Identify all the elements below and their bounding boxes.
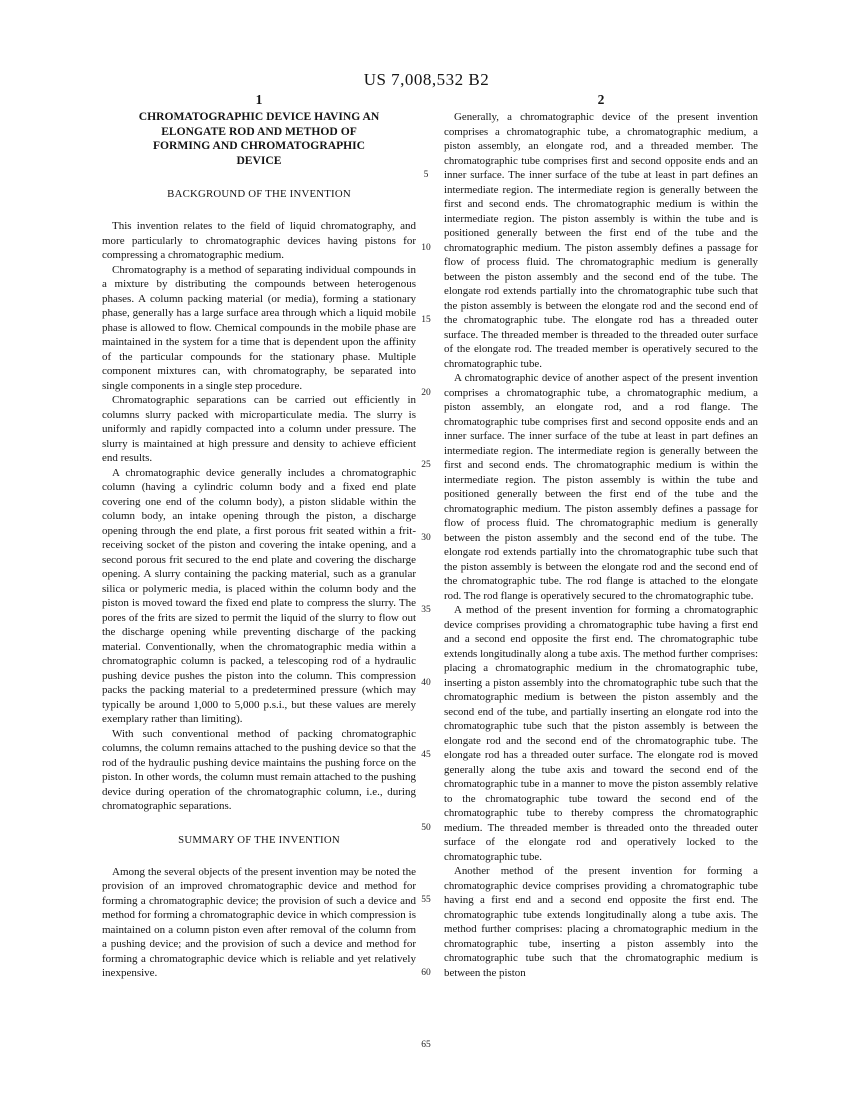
line-number: 25	[421, 460, 431, 470]
paragraph: Chromatographic separations can be carried out efficiently in columns slurry packed with microparticulate media. The slurry is uniformly and rapidly compacted into a column under pressure. The slurry is maintained at high pressure and density to achieve efficient end results.	[102, 394, 416, 465]
line-number: 55	[421, 895, 431, 905]
right-column-body	[444, 110, 758, 980]
patent-number-header: US 7,008,532 B2	[363, 70, 490, 89]
line-number: 50	[421, 822, 431, 833]
line-number: 20	[421, 387, 431, 398]
paragraph: A chromatographic device generally includes a chromatographic column (having a cylindric column body and a fixed end plate covering one end of the column body), a piston slidable within the column body, an intake opening through the piston, a discharge opening through the end plate, a first porous frit seated within a frit-receiving socket of the piston and covering the intake opening, and a second porous frit secured to the end plate and covering the discharge opening. A slurry containing the packing material, such as a granular silica or polymeric media, is placed within the column body and the piston is moved toward the fixed end plate to compress the slurry. The pores of the frits are sized to permit the liquid of the slurry to flow out the discharge opening while preventing discharge of the packing material. Conventionally, when the chromatographic media within a chromatographic column is packed, a telescoping rod of a hydraulic pushing device pushes the piston into the column. This compression packs the packing material to a predetermined pressure (which may typically be around 1,000 to 5,000 p.s.i., but these values are merely exemplary rather than limiting).	[102, 466, 416, 726]
paragraph: Among the several objects of the present invention may be noted the provision of an improved chromatographic device and method for forming a chromatographic device; the provision of such a device and method for forming a chromatographic device in which compression is maintained on a column piston even after removal of the column from a pushing device; and the provision of such a device and method for forming a chromatographic device which is reliable and yet relatively inexpensive.	[102, 865, 416, 980]
line-number: 5	[423, 170, 429, 180]
line-number: 30	[421, 532, 431, 543]
line-number: 35	[421, 605, 431, 615]
column-number-right: 2	[597, 92, 605, 107]
section-heading: SUMMARY OF THE INVENTION	[178, 833, 340, 846]
paragraph: A method of the present invention for forming a chromatographic device comprises providing a chromatographic tube having a first end and a second end opposite the first end. The chromatographic tube extends longitudinally along a tube axis. The method further comprises: placing a chromatographic medium in the chromatographic tube, inserting a piston assembly into the chromatographic tube such that the chromatographic medium is between the piston assembly and the second end of the tube, and partially inserting an elongate rod into the chromatographic tube such that the piston assembly is between the elongate rod and the second end of the chromatographic tube. The elongate rod has a threaded outer surface. The elongate rod is moved generally along the tube axis and toward the second end of the chromatographic tube in a manner to move the piston assembly relative to the chromatographic tube toward the second end of the chromatographic tube to thereby compress the chromatographic medium. The threaded member is threaded onto the threaded outer surface of the elongate rod and operatively locked to the chromatographic tube.	[444, 604, 758, 863]
title-line: FORMING AND CHROMATOGRAPHIC	[152, 139, 366, 153]
paragraph: A chromatographic device of another aspect of the present invention comprises a chromatographic tube, a chromatographic medium, a piston assembly, an elongate rod, and a rod flange. The chromatographic tube comprises first and second opposite ends and an inner surface. The inner surface of the tube at least in part defines an intermediate region. The intermediate region is generally between the first and second ends. The chromatographic medium is within the intermediate region. The piston assembly is within the tube and positioned generally between the first end of the tube and the chromatographic medium. The piston assembly defines a passage for flow of process fluid. The chromatographic medium is generally between the piston assembly and the second end of the tube. The elongate rod extends partially into the chromatographic tube such that the piston assembly is between the elongate rod and the second end of the chromatographic tube. The rod flange is attached to the elongate rod. The rod flange is operatively secured to the chromatographic tube.	[444, 372, 758, 602]
line-number: 10	[421, 242, 431, 253]
left-column	[102, 92, 416, 981]
line-number: 40	[421, 677, 431, 688]
paragraph: Another method of the present invention for forming a chromatographic device comprises providing a chromatographic tube having a first end and a second end opposite the first end. The chromatographic tube extends longitudinally along a tube axis. The method further comprises: placing a chromatographic medium in the chromatographic tube, inserting a piston assembly into the chromatographic tube such that the chromatographic medium is between the piston	[444, 865, 758, 979]
paragraph: Chromatography is a method of separating individual compounds in a mixture by distributing the compounds between heterogenous phases. A column packing material (or media), forming a stationary phase, generally has a large surface area through which a liquid mobile phase is allowed to flow. Chemical compounds in the mobile phase are maintained in the system for a time that is dependent upon the affinity of the particular compounds for the stationary phase. Multiple component mixtures can, with chromatography, be separated into single components in a single step procedure.	[102, 263, 416, 392]
paragraph: This invention relates to the field of liquid chromatography, and more particularly to chromatographic devices having pistons for compressing a chromatographic medium.	[102, 220, 416, 262]
gutter-line-numbers	[412, 169, 440, 1100]
paragraph: Generally, a chromatographic device of the present invention comprises a chromatographic tube, a chromatographic medium, a piston assembly, an elongate rod, and a threaded member. The chromatographic tube comprises first and second opposite ends and an inner surface. The inner surface of the tube at least in part defines an intermediate region. The intermediate region is generally between the first and second ends. The chromatographic medium is within the intermediate region. The piston assembly is within the tube and is positioned generally between the first end of the tube and the chromatographic medium. The piston assembly defines a passage for flow of process fluid. The chromatographic medium is generally between the piston assembly and the second end of the tube. The elongate rod extends partially into the chromatographic tube such that the piston assembly is between the elongate rod and the second end of the chromatographic tube. The elongate rod has a threaded outer surface. The threaded member is threaded to the threaded outer surface of the elongate rod. The treaded member is operatively secured to the chromatographic tube.	[444, 111, 758, 370]
right-column	[444, 92, 758, 980]
line-number: 45	[421, 750, 431, 760]
line-number: 65	[421, 1040, 431, 1050]
paragraph: With such conventional method of packing chromatographic columns, the column remains attached to the pushing device so that the rod of the hydraulic pushing device maintains the pushing force on the piston. In other words, the column must remain attached to the pushing device during operation of the chromatographic column, i.e., during chromatographic separations.	[102, 727, 416, 813]
section-heading: BACKGROUND OF THE INVENTION	[167, 188, 351, 201]
column-number-left: 1	[255, 92, 263, 107]
patent-title	[102, 110, 416, 168]
left-column-body	[102, 187, 416, 981]
line-number: 60	[421, 967, 431, 978]
line-number: 15	[421, 315, 431, 325]
title-line: CHROMATOGRAPHIC DEVICE HAVING AN	[138, 110, 380, 123]
title-line: DEVICE	[236, 153, 282, 167]
title-line: ELONGATE ROD AND METHOD OF	[161, 124, 357, 138]
